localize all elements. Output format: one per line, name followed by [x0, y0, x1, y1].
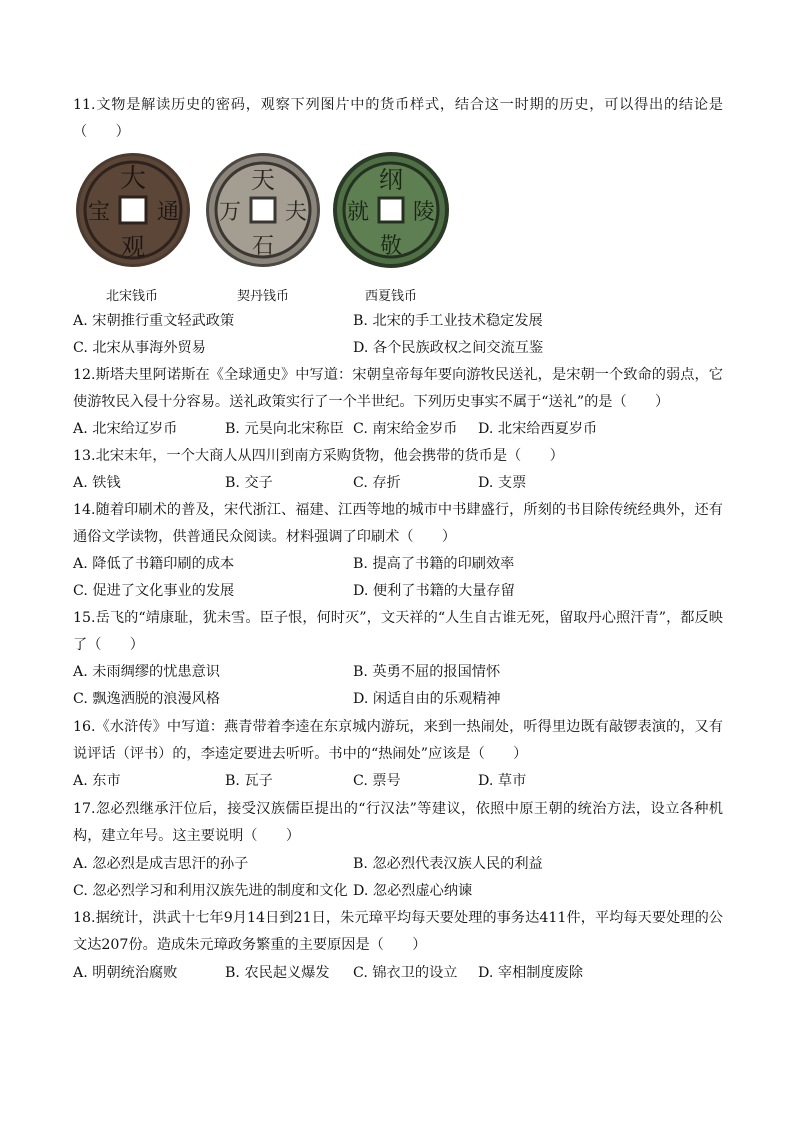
option-a[interactable]: A. 东市 [73, 773, 121, 789]
coin-2-char-top: 天 [251, 166, 275, 194]
option-c[interactable]: C. 票号 [353, 773, 401, 789]
option-a[interactable]: A. 铁钱 [73, 475, 121, 491]
option-c[interactable]: C. 北宋从事海外贸易 [73, 340, 206, 356]
option-a[interactable]: A. 忽必烈是成吉思汗的孙子 [73, 856, 249, 872]
option-c[interactable]: C. 存折 [353, 475, 401, 491]
option-d[interactable]: D. 忽必烈虚心纳谏 [353, 883, 473, 899]
question-18-stem: 18.据统计，洪武十七年9月14日到21日，朱元璋平均每天要处理的事务达411件，平均每天要处理的公文达207份。造成朱元璋政务繁重的主要原因是（ ） [73, 910, 723, 953]
question-17-options [73, 851, 723, 878]
khitan-coin-icon [203, 150, 323, 270]
option-b[interactable]: B. 元昊向北宋称臣 [225, 421, 344, 437]
option-d[interactable]: D. 北宋给西夏岁币 [478, 421, 598, 437]
question-14-stem: 14.随着印刷术的普及，宋代浙江、福建、江西等地的城市中书肆盛行，所刻的书目除传统经典外，还有通俗文学读物，供普通民众阅读。材料强调了印刷术（ ） [73, 502, 723, 545]
option-c[interactable]: C. 忽必烈学习和利用汉族先进的制度和文化 [73, 883, 348, 899]
option-c[interactable]: C. 锦衣卫的设立 [353, 965, 458, 981]
option-a[interactable]: A. 明朝统治腐败 [73, 965, 178, 981]
question-15-stem: 15.岳飞的“靖康耻，犹未雪。臣子恨，何时灭”，文天祥的“人生自古谁无死，留取丹心照汗青”，都反映了（ ） [73, 610, 723, 653]
question-11-options [73, 308, 723, 335]
question-17-stem: 17.忽必烈继承汗位后，接受汉族儒臣提出的“行汉法”等建议，依照中原王朝的统治方法，设立各种机构，建立年号。这主要说明（ ） [73, 801, 723, 844]
coin-1-char-right: 通 [156, 200, 180, 225]
coin-3-char-right: 陵 [412, 200, 436, 225]
coin-2-char-bottom: 石 [251, 234, 275, 259]
coin-3-char-top: 纲 [379, 166, 403, 194]
option-d[interactable]: D. 宰相制度废除 [478, 965, 584, 981]
question-14-options [73, 551, 723, 578]
option-b[interactable]: B. 农民起义爆发 [225, 965, 330, 981]
coin-caption: 西夏钱币 [365, 289, 418, 304]
question-11-options [73, 335, 723, 362]
option-b[interactable]: B. 瓦子 [225, 773, 273, 789]
coin-1-char-left: 宝 [87, 200, 111, 225]
option-d[interactable]: D. 草市 [478, 773, 527, 789]
xixia-coin-icon [331, 150, 451, 270]
option-c[interactable]: C. 南宋给金岁币 [353, 421, 458, 437]
option-a[interactable]: A. 未雨绸缪的忧患意识 [73, 664, 220, 680]
question-18-options [73, 960, 723, 987]
option-c[interactable]: C. 飘逸洒脱的浪漫风格 [73, 691, 221, 707]
coin-figure [73, 150, 473, 310]
question-13-options [73, 470, 723, 497]
coin-1-char-top: 大 [119, 164, 147, 194]
option-d[interactable]: D. 闲适自由的乐观精神 [353, 691, 501, 707]
option-b[interactable]: B. 忽必烈代表汉族人民的利益 [353, 856, 543, 872]
option-b[interactable]: B. 提高了书籍的印刷效率 [353, 556, 515, 572]
question-13-stem: 13.北宋末年，一个大商人从四川到南方采购货物，他会携带的货币是（ ） [73, 448, 564, 464]
option-b[interactable]: B. 英勇不屈的报国情怀 [353, 664, 501, 680]
coin-3-char-bottom: 敬 [379, 234, 403, 259]
option-b[interactable]: B. 北宋的手工业技术稳定发展 [353, 313, 543, 329]
question-12-stem: 12.斯塔夫里阿诺斯在《全球通史》中写道：宋朝皇帝每年要向游牧民送礼，是宋朝一个致命的弱点，它使游牧民入侵十分容易。送礼政策实行了一个半世纪。下列历史事实不属于“送礼”的是（ ） [73, 367, 723, 410]
question-17-options [73, 878, 723, 905]
song-coin-icon [73, 150, 193, 270]
question-14-options [73, 578, 723, 605]
question-15-options [73, 659, 723, 686]
option-c[interactable]: C. 促进了文化事业的发展 [73, 583, 235, 599]
option-a[interactable]: A. 降低了书籍印刷的成本 [73, 556, 235, 572]
question-15-options [73, 686, 723, 713]
option-a[interactable]: A. 宋朝推行重文轻武政策 [73, 313, 235, 329]
coin-2-char-left: 万 [218, 200, 242, 225]
coin-1-char-bottom: 观 [121, 233, 145, 261]
question-16-options [73, 768, 723, 795]
coin-2-char-right: 夫 [284, 200, 308, 225]
coin-3-char-left: 就 [346, 200, 370, 225]
coin-caption: 北宋钱币 [106, 289, 159, 304]
question-16-stem: 16.《水浒传》中写道：燕青带着李逵在东京城内游玩，来到一热闹处，听得里边既有敲锣表演的，又有说评话（评书）的，李逵定要进去听听。书中的“热闹处”应该是（ ） [73, 719, 723, 762]
option-d[interactable]: D. 各个民族政权之间交流互鉴 [353, 340, 544, 356]
question-12-options [73, 416, 723, 443]
question-11-stem: 11.文物是解读历史的密码，观察下列图片中的货币样式，结合这一时期的历史，可以得出的结论是（ ） [73, 97, 723, 140]
option-a[interactable]: A. 北宋给辽岁币 [73, 421, 178, 437]
option-d[interactable]: D. 支票 [478, 475, 527, 491]
option-d[interactable]: D. 便利了书籍的大量存留 [353, 583, 515, 599]
coin-caption: 契丹钱币 [237, 289, 290, 304]
option-b[interactable]: B. 交子 [225, 475, 273, 491]
